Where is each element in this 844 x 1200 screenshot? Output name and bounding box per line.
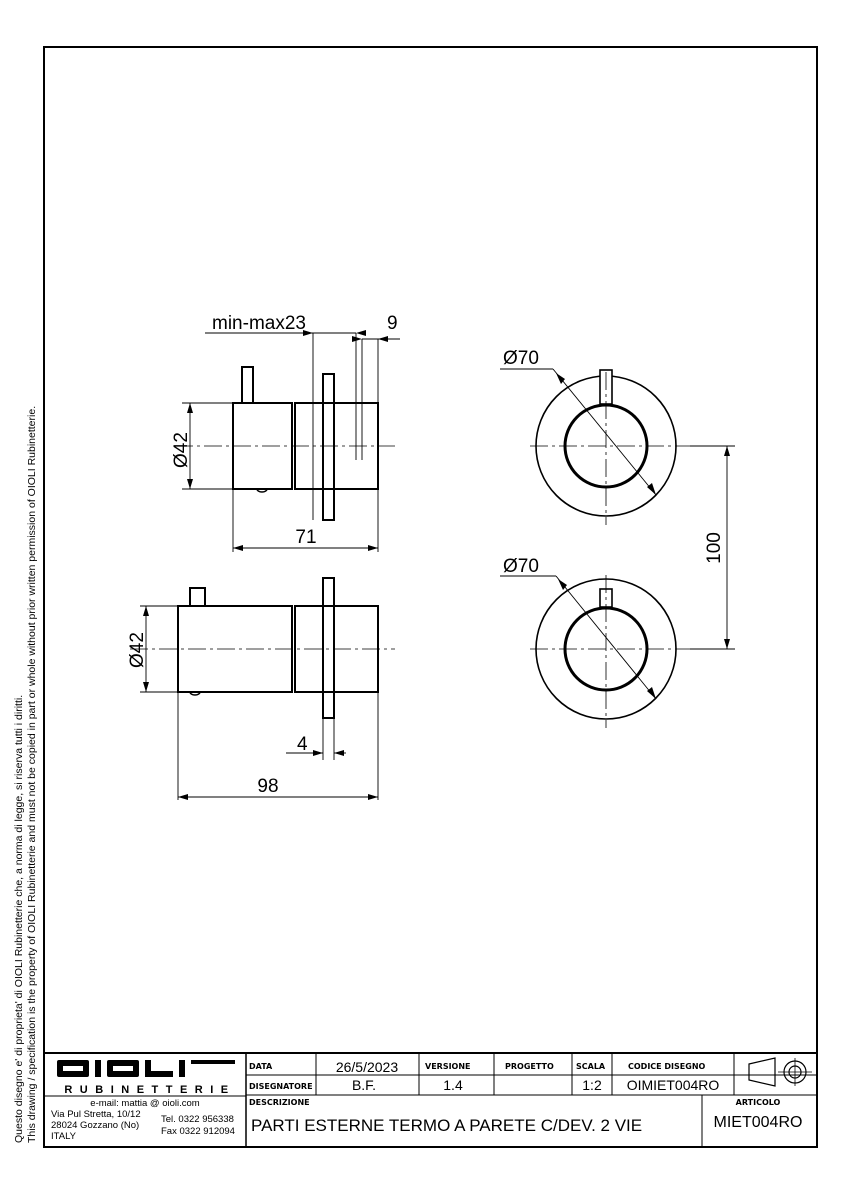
projection-symbol-icon [749, 1058, 812, 1086]
side-view-thermostat [178, 578, 378, 718]
dim-71: 71 [295, 527, 317, 548]
address-line3: ITALY [51, 1131, 76, 1142]
dim-4: 4 [297, 734, 308, 755]
descrizione-value: PARTI ESTERNE TERMO A PARETE C/DEV. 2 VIE [251, 1116, 643, 1135]
contact-tel: Tel. 0322 956338 [161, 1114, 234, 1125]
articolo-label: ARTICOLO [735, 1098, 781, 1107]
dim-100: 100 [704, 532, 725, 564]
diverter-wall-plate [323, 374, 334, 520]
logo-subtitle: RUBINETTERIE [64, 1084, 236, 1096]
dim-9: 9 [387, 313, 398, 334]
contact-fax: Fax 0322 912094 [161, 1126, 235, 1137]
versione-value: 1.4 [443, 1077, 463, 1093]
dim-dia42-bottom: Ø42 [127, 632, 148, 668]
dim100-arrow2 [724, 639, 730, 649]
dia70-top-arrow2 [647, 483, 656, 495]
versione-label: VERSIONE [425, 1062, 471, 1071]
thermostat-stop-button [190, 588, 205, 606]
copyright-note-it: Questo disegno e' di proprieta' di OIOLI Rubinetterie che, a norma di legge, si riserva tutti i diritti. [13, 694, 25, 1143]
diverter-lever [242, 367, 253, 403]
dimension-arrows-top [187, 330, 388, 551]
dim-min-max: min-max23 [212, 313, 306, 334]
oioli-logo [57, 1060, 235, 1077]
contact-email: e-mail: mattia @ oioli.com [90, 1098, 200, 1109]
disegnatore-value: B.F. [351, 1077, 377, 1093]
address-line2: 28024 Gozzano (No) [51, 1120, 140, 1131]
descrizione-label: DESCRIZIONE [249, 1098, 310, 1107]
progetto-label: PROGETTO [505, 1062, 554, 1071]
data-label: DATA [249, 1062, 273, 1071]
dim-dia70-bottom: Ø70 [503, 556, 539, 577]
drawing-frame [44, 47, 817, 1147]
address-line1: Via Pul Stretta, 10/12 [51, 1109, 141, 1120]
dim100-arrow1 [724, 446, 730, 456]
dim-dia70-top: Ø70 [503, 348, 539, 369]
scala-label: SCALA [576, 1062, 606, 1071]
scala-value: 1:2 [582, 1077, 602, 1093]
thermostat-wall-plate [323, 578, 334, 718]
codice-label: CODICE DISEGNO [628, 1062, 706, 1071]
copyright-note-en: This drawing / specification is the property of OIOLI Rubinetterie and must not be copied in part or whole without prior written permission of OIOLI Rubinetterie. [26, 405, 38, 1143]
disegnatore-label: DISEGNATORE [249, 1082, 313, 1091]
dim-dia42-top: Ø42 [171, 432, 192, 468]
data-value: 26/5/2023 [335, 1059, 399, 1075]
articolo-value: MIET004RO [713, 1114, 803, 1131]
dimension-lines-bottom [140, 606, 378, 800]
dim-98: 98 [257, 776, 279, 797]
dia70-bottom-arrow2 [647, 687, 656, 699]
codice-value: OIMIET004RO [626, 1077, 720, 1093]
title-block [44, 1053, 817, 1147]
